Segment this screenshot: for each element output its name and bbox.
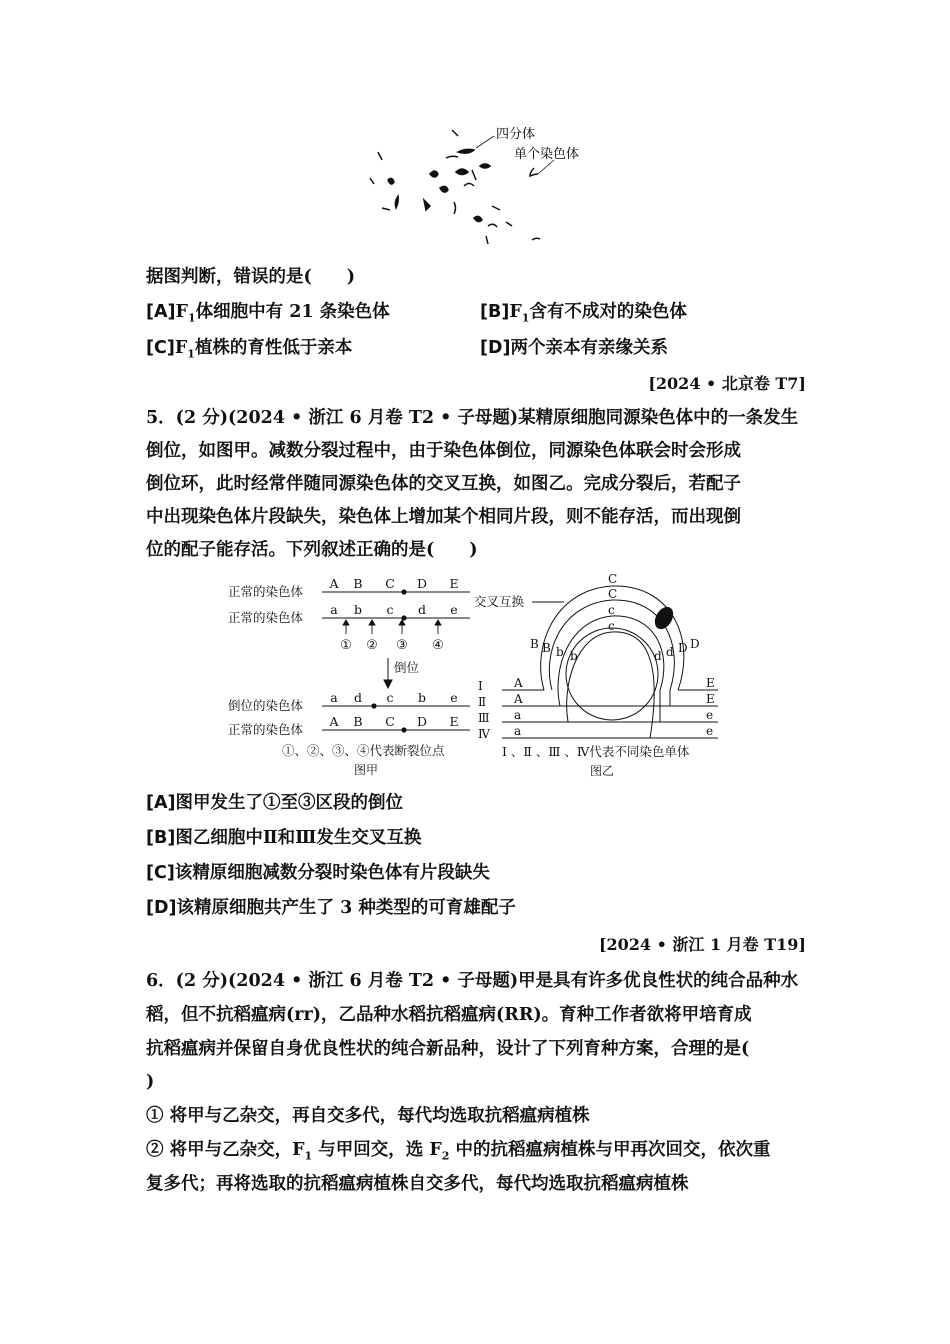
gene-letter: E [449,576,459,591]
chromosome-mark [446,156,458,158]
label-inverted: 倒位的染色体 [228,698,304,713]
label-normal-2: 正常的染色体 [228,610,304,625]
figure-jia-caption: 图甲 [353,763,379,777]
gene-letter: D [690,637,700,651]
option-tag: [A] [146,793,176,813]
gene-letter: c [386,690,394,705]
gene-letter: E [449,714,459,729]
gene-letter: B [353,576,363,591]
label-normal-1: 正常的染色体 [228,584,304,599]
option-text: 体细胞中有 21 条染色体 [195,302,390,322]
gene-letter: A [329,576,339,591]
chromosome-mark [458,149,474,153]
figure-jia [226,572,476,782]
plan2-part: ② 将甲与乙杂交， [146,1140,293,1160]
gene-letter: a [514,724,522,738]
gene-letter: D [416,714,428,729]
q4-source: [2024 • 北京卷 T7] [648,374,806,393]
gene-letter: d [654,649,662,663]
chromosome-mark [474,216,482,221]
q6-line: ) [146,1072,155,1092]
gene-letter: C [608,587,618,601]
chromosome-mark [488,224,497,227]
gene-letter: e [706,724,714,738]
chromosome-mark [440,186,448,192]
gene-letter: a [514,708,522,722]
chromosome-mark [424,200,430,210]
chromatid-label: Ⅰ [478,679,483,693]
plan2-part: 与甲回交，选 F [312,1140,442,1160]
option-f-sub: 1 [187,347,195,361]
q5-line: 位的配子能存活。下列叙述正确的是( ) [146,540,478,560]
gene-letter: E [706,676,715,690]
chromosome-spread-figure [360,122,620,250]
chromatid-label: Ⅳ [478,727,490,741]
q6-line: 6．(2 分)(2024 • 浙江 6 月卷 T2 • 子母题)甲是具有许多优良性状的纯合品种水 [146,971,799,991]
gene-letter: c [386,602,394,617]
break-mark: ④ [432,638,444,653]
q4-option-b[interactable] [480,300,687,331]
option-tag: [B] [146,828,176,848]
q6-plan-2 [146,1138,806,1169]
option-tag: [C] [146,863,175,883]
gene-letter: a [330,690,338,705]
chromosome-mark [452,130,458,136]
q4-stem: 据图判断，错误的是( ) [146,267,356,287]
option-f-sub: 1 [187,311,196,325]
chromosome-mark [395,196,398,208]
q6-plan-2-cont: 复多代；再将选取的抗稻瘟病植株自交多代，每代均选取抗稻瘟病植株 [146,1174,689,1194]
gene-letter: c [608,619,615,633]
q4-option-a[interactable] [146,300,390,331]
q6-plan-1: ① 将甲与乙杂交，再自交多代，每代均选取抗稻瘟病植株 [146,1106,590,1126]
figure-yi [472,570,732,784]
gene-letter: B [353,714,363,729]
q4-option-d[interactable] [480,336,668,360]
centromere [401,589,406,594]
chromosome-mark [472,170,476,180]
q5-option-c[interactable] [146,861,490,885]
chromosome-mark [492,206,500,210]
plan2-part: 中的抗稻瘟病植株与甲再次回交，依次重 [449,1140,771,1160]
q5-line: 中出现染色体片段缺失，染色体上增加某个相同片段，则不能存活，而出现倒 [146,507,741,527]
gene-letter: b [417,690,427,705]
gene-letter: C [385,576,395,591]
chromosome-mark [464,184,474,187]
chromatid-label: Ⅱ [478,695,487,709]
q5-line: 倒位环，此时经常伴随同源染色体的交叉互换，如图乙。完成分裂后，若配子 [146,474,741,494]
gene-letter: B [530,637,539,651]
q4-option-c[interactable] [146,336,352,367]
gene-letter: b [353,602,363,617]
figure-yi-legend: Ⅰ 、Ⅱ 、Ⅲ 、Ⅳ代表不同染色单体 [502,744,690,759]
option-tag: [A] [146,302,176,322]
option-tag: [D] [146,898,177,918]
gene-letter: e [450,602,458,617]
label-crossover: 交叉互换 [474,594,525,609]
gene-letter: b [556,645,564,659]
option-text: 含有不成对的染色体 [529,302,687,322]
chromosome-mark [486,236,488,244]
chromosome-mark [532,238,540,240]
option-text: 图乙细胞中Ⅱ和Ⅲ发生交叉互换 [175,828,422,848]
option-f: F [174,338,188,358]
plan2-sub: 2 [441,1149,450,1163]
chromosome-mark [454,202,456,214]
gene-letter: D [416,576,428,591]
q5-source: [2024 • 浙江 1 月卷 T19] [598,935,806,954]
gene-letter: a [330,602,338,617]
gene-letter: A [514,692,523,706]
chromosome-mark [378,152,382,160]
option-tag: [C] [146,338,175,358]
gene-letter: D [678,641,688,655]
plan2-sub: 1 [304,1149,313,1163]
label-single-chromosome: 单个染色体 [514,147,580,162]
option-f: F [175,302,188,322]
gene-letter: d [353,690,363,705]
option-text: 该精原细胞减数分裂时染色体有片段缺失 [174,863,490,883]
label-tetrad: 四分体 [496,127,536,142]
break-mark: ③ [396,638,408,653]
option-text: 两个亲本有亲缘关系 [510,338,669,358]
centromere [371,703,376,708]
option-text: 图甲发生了①至③区段的倒位 [175,793,404,813]
gene-letter: A [329,714,339,729]
figure-jia-legend: ①、②、③、④代表断裂位点 [282,743,445,758]
gene-letter: C [608,572,618,586]
chromosome-mark [456,169,468,175]
option-tag: [D] [480,338,511,358]
gene-letter: d [417,602,427,617]
q5-option-b[interactable] [146,826,421,850]
gene-letter: B [542,641,551,655]
break-mark: ① [340,638,352,653]
chromosome-mark [388,178,394,184]
option-f: F [509,302,522,322]
q6-line: 稻，但不抗稻瘟病(rr)，乙品种水稻抗稻瘟病(RR)。育种工作者欲将甲培育成 [146,1005,752,1025]
q6-line: 抗稻瘟病并保留自身优良性状的纯合新品种，设计了下列育种方案，合理的是( [146,1039,750,1059]
break-mark: ② [366,638,378,653]
chromosome-mark [506,222,512,226]
chiasma [651,604,677,633]
figure-yi-caption: 图乙 [589,764,615,778]
q5-line: 倒位，如图甲。减数分裂过程中，由于染色体倒位，同源染色体联会时会形成 [146,441,741,461]
gene-letter: b [570,649,578,663]
option-tag: [B] [480,302,510,322]
plan2-part: F [292,1140,305,1160]
gene-letter: e [450,690,458,705]
option-text: 植株的育性低于亲本 [194,338,353,358]
chromosome-mark [530,168,538,176]
chromosome-mark [480,164,490,168]
chromosome-mark [382,208,390,210]
gene-letter: e [706,708,714,722]
q5-option-a[interactable] [146,791,403,815]
gene-letter: c [608,603,615,617]
centromere [401,727,406,732]
gene-letter: d [666,645,674,659]
gene-letter: A [514,676,523,690]
chromatid-label: Ⅲ [478,711,490,725]
option-text: 该精原细胞共产生了 3 种类型的可育雄配子 [176,898,516,918]
label-normal-3: 正常的染色体 [228,722,304,737]
q5-line: 5．(2 分)(2024 • 浙江 6 月卷 T2 • 子母题)某精原细胞同源染色体中的一条发生 [146,408,799,428]
option-f-sub: 1 [521,311,530,325]
gene-letter: C [385,714,395,729]
inversion-arrow-label: 倒位 [394,660,420,675]
gene-letter: E [706,692,715,706]
q5-option-d[interactable] [146,896,516,920]
chromosome-mark [430,171,438,177]
chromosome-mark [370,178,374,184]
